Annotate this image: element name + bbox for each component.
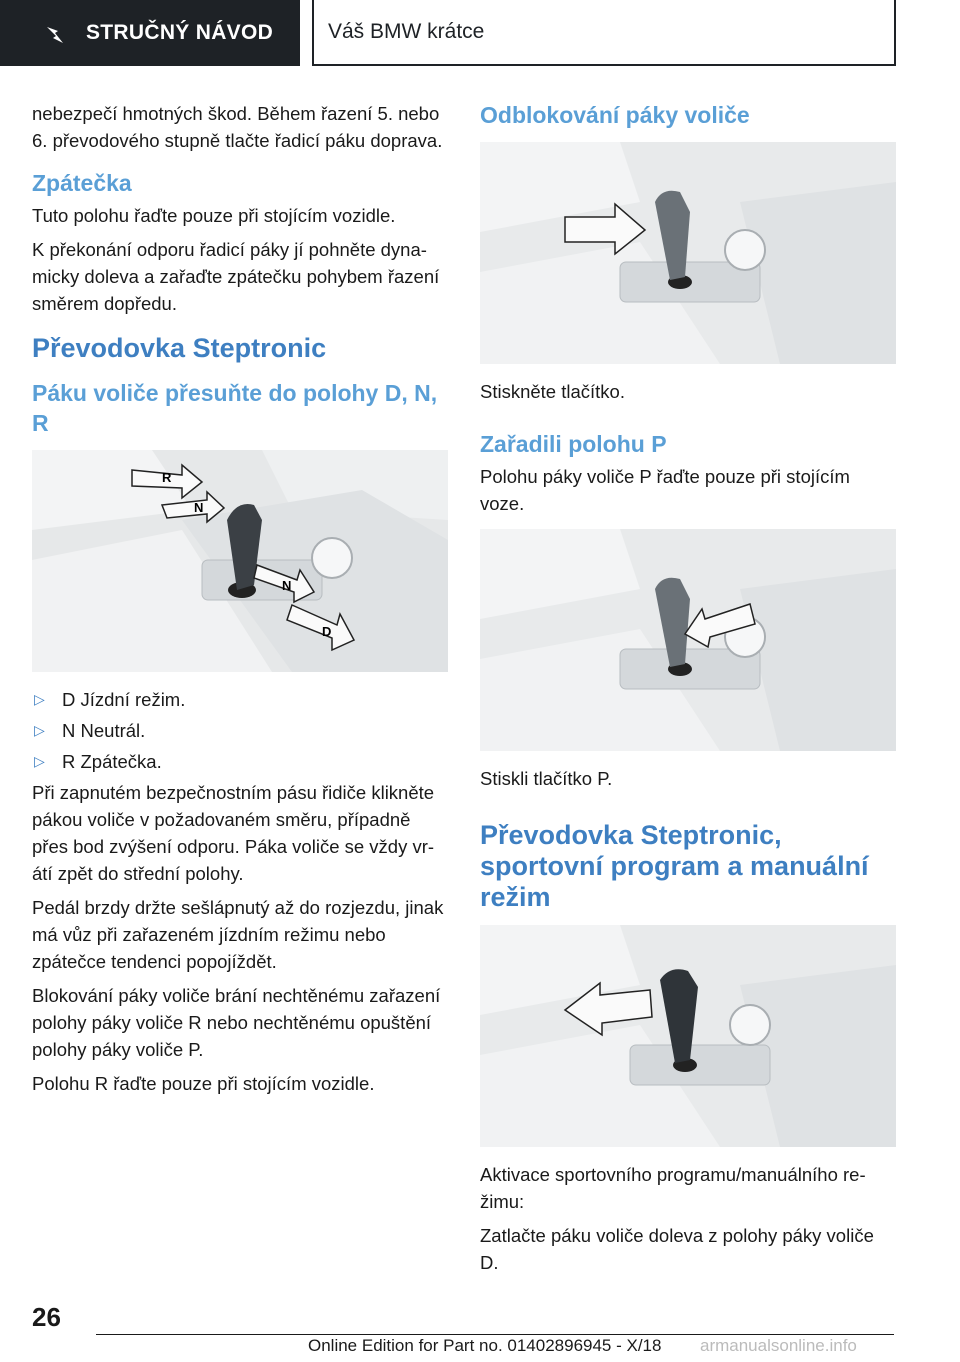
list-item: ▷ D Jízdní režim. [32,686,448,713]
lock-paragraph: Blokování páky voliče brání nechtěnému zařazení polohy páky voliče R nebo nechtěnému opuštění polohy páky voliče P. [32,985,441,1060]
seatbelt-paragraph: Při zapnutém bezpečnostním pásu řidiče klikněte pákou voliče v požadovaném směru, případně přes bod zvýšení odporu. Páka voliče se vždy vrátí zpět do střední polohy. [32,782,435,884]
page-header [0,0,960,66]
left-column [32,100,448,1104]
reverse-paragraph-1: Tuto polohu řaďte pouze při stojícím vozidle. [32,205,396,226]
watermark: armanualsonline.info [700,1336,857,1355]
gear-selector-dnr-illustration [32,450,448,672]
footer-divider [96,1334,894,1335]
intro-paragraph: nebezpečí hmotných škod. Během řazení 5. nebo 6. převodového stupně tlačte řadicí páku doprava. [32,103,443,151]
gear-label-n-bottom: N [282,578,292,593]
unlock-button-illustration [480,142,896,364]
reverse-paragraph-2: K překonání odporu řadicí páky jí pohněte dynamicky doleva a zařaďte zpátečku pohybem řazení směrem dopředu. [32,239,440,314]
park-paragraph: Polohu páky voliče P řaďte pouze při stojícím voze. [480,466,850,514]
lightning-icon [44,24,66,46]
chapter-title: Váš BMW krátce [312,0,896,66]
sport-paragraph-2: Zatlačte páku voliče doleva z polohy páky voliče D. [480,1225,874,1273]
gear-label-d: D [322,624,332,639]
park-button-illustration [480,529,896,751]
triangle-bullet-icon: ▷ [34,753,45,769]
reverse-heading: Zpátečka [32,170,132,196]
gear-label-r: R [162,470,172,485]
sport-mode-illustration [480,925,896,1147]
unlock-caption: Stiskněte tlačítko. [480,381,625,402]
park-caption: Stiskli tlačítko P. [480,768,613,789]
right-column [480,100,896,1283]
sport-heading: Převodovka Steptronic, sportovní program a manuální režim [480,820,869,912]
triangle-bullet-icon: ▷ [34,722,45,738]
move-lever-heading: Páku voliče přesuňte do polohy D, N, R [32,380,438,436]
steptronic-heading: Převodovka Steptronic [32,333,327,363]
list-item: ▷ R Zpátečka. [32,748,448,775]
unlock-heading: Odblokování páky voliče [480,102,750,128]
reverse-standstill-paragraph: Polohu R řaďte pouze při stojícím vozidle. [32,1073,375,1094]
section-tab-quick-guide[interactable] [0,0,300,66]
brake-paragraph: Pedál brzdy držte sešlápnutý až do rozjezdu, jinak má vůz při zařazeném jízdním režimu nebo zpátečce tendenci popojíždět. [32,897,444,972]
page-number: 26 [32,1302,61,1332]
list-item: ▷ N Neutrál. [32,717,448,744]
park-heading: Zařadili polohu P [480,431,667,457]
footer-edition: Online Edition for Part no. 01402896945 - X/18 [308,1336,662,1355]
sport-paragraph-1: Aktivace sportovního programu/manuálního režimu: [480,1164,866,1212]
section-tab-label: STRUČNÝ NÁVOD [86,21,274,44]
triangle-bullet-icon: ▷ [34,691,45,707]
gear-label-n-top: N [194,500,204,515]
gear-positions-list [32,686,448,775]
